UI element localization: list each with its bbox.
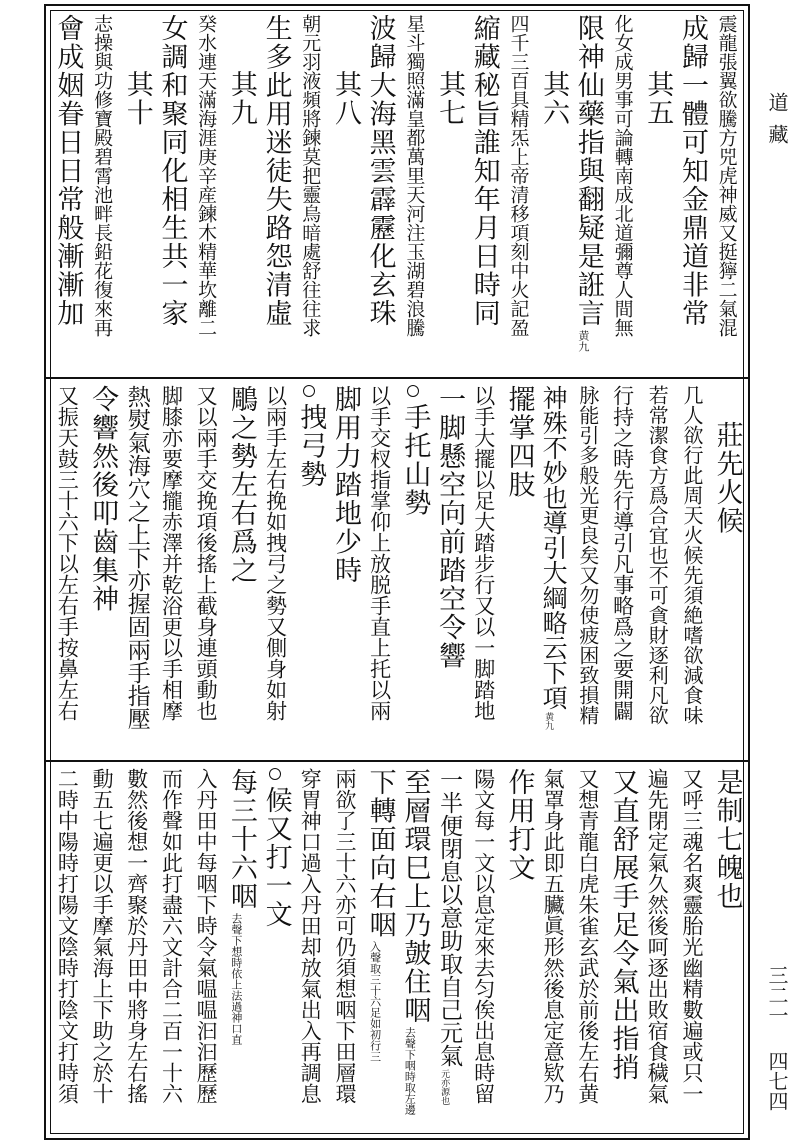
text-column xyxy=(50,10,84,375)
text-column xyxy=(710,10,744,375)
text-column xyxy=(467,10,501,375)
column-text: 每三十六咽 xyxy=(225,768,257,911)
column-text: 拽弓勢 xyxy=(295,403,327,489)
interlinear-note: 元亦源也 xyxy=(439,1069,450,1105)
text-band-top xyxy=(50,10,744,375)
text-column xyxy=(328,381,362,758)
text-column xyxy=(328,10,362,375)
text-column xyxy=(571,764,605,1134)
column-text: 癸水連天滿海涯庚辛産鍊木精華坎離二 xyxy=(195,14,218,337)
text-column xyxy=(224,381,258,758)
section-mark-circle xyxy=(407,385,419,397)
text-column xyxy=(501,764,535,1134)
column-text: 脉能引多般光更良矣又勿使疲困致損精 xyxy=(575,385,600,725)
text-column xyxy=(606,381,640,758)
text-column xyxy=(571,381,605,758)
column-text: 以手交杈指掌仰上放脱手直上托以兩 xyxy=(367,385,392,721)
column-text: 志操與功修寶殿碧霄池畔長鉛花復來再 xyxy=(91,14,114,337)
folio-number: 三二一 xyxy=(765,965,789,1025)
text-column xyxy=(293,381,327,758)
text-column xyxy=(397,10,431,375)
column-text: 而作聲如此打盡六文計合二百一十六 xyxy=(159,768,184,1104)
column-text: 朝元羽液頻將鍊莫把靈烏暗處舒往往求 xyxy=(299,14,322,337)
text-column xyxy=(154,764,188,1134)
text-column xyxy=(675,381,709,758)
text-column xyxy=(571,10,605,375)
column-text: 令響然後叩齒集神 xyxy=(87,385,119,613)
section-mark-circle xyxy=(303,385,315,397)
text-column xyxy=(120,10,154,375)
text-column xyxy=(328,764,362,1134)
interlinear-note: 去聲下想時依上法過神口直 xyxy=(229,912,243,1045)
interlinear-note: 入聲取三十六足如初行三 xyxy=(368,941,382,1062)
text-column xyxy=(640,764,674,1134)
text-column xyxy=(606,764,640,1134)
column-text: 一半便閉息以意助取自己元氣 xyxy=(436,768,463,1067)
text-column xyxy=(467,764,501,1134)
column-text: 兩欲了三十六亦可仍須想咽下田層環 xyxy=(332,768,357,1104)
column-text: 至層環巳上乃皷住咽 xyxy=(399,768,431,1025)
column-text: 手托山勢 xyxy=(399,403,431,517)
interlinear-note: 黄九 xyxy=(576,329,590,352)
text-column xyxy=(363,764,397,1134)
source-label: 道藏 xyxy=(765,92,789,156)
text-column xyxy=(536,764,570,1134)
text-column xyxy=(606,10,640,375)
column-text: 脚用力踏地少時 xyxy=(329,385,361,585)
column-text: 化女成男事可論轉南成北道彌尊人間無 xyxy=(611,14,634,337)
column-text: 女調和聚同化相生共一家 xyxy=(156,14,188,328)
column-text: 其九 xyxy=(225,70,257,127)
column-text: 其六 xyxy=(538,70,570,127)
column-text: 穿胃神口過入丹田却放氣出入再調息 xyxy=(298,768,323,1104)
column-text: 是制七魄也 xyxy=(711,768,743,911)
column-text: 四千三百具精炁上帝清移項刻中火記盈 xyxy=(507,14,530,337)
column-text: 一脚懸空向前踏空令響 xyxy=(434,385,466,670)
column-text: 几人欲行此周天火候先須絶嗜欲減食味 xyxy=(679,385,704,725)
text-column xyxy=(259,381,293,758)
interlinear-note: 黄九 xyxy=(543,712,554,730)
column-text: 會成姻眷日日常般漸漸加 xyxy=(52,14,84,328)
text-column xyxy=(640,10,674,375)
text-column xyxy=(224,764,258,1134)
column-text: 又直舒展手足令氣出指捎 xyxy=(607,768,639,1082)
text-column xyxy=(189,764,223,1134)
text-column xyxy=(536,381,570,758)
page-number: 四七四 xyxy=(765,1051,789,1111)
section-divider xyxy=(46,377,748,379)
column-text: 震龍張翼欲騰方兕虎神威又挺獰二氣混 xyxy=(715,14,738,337)
column-text: 候又打一文 xyxy=(260,786,292,929)
text-band-bottom xyxy=(50,764,744,1134)
column-text: 數然後想一齊聚於丹田中將身左右搖 xyxy=(124,768,149,1104)
text-column xyxy=(432,10,466,375)
text-column xyxy=(293,10,327,375)
text-column xyxy=(363,381,397,758)
column-text: 莊先火候 xyxy=(711,421,743,535)
column-text: 作用打文 xyxy=(503,768,535,882)
text-column xyxy=(85,381,119,758)
text-column xyxy=(120,381,154,758)
column-text: 脚膝亦要摩攏赤澤并乾浴更以手相摩 xyxy=(159,385,184,721)
text-column xyxy=(675,764,709,1134)
text-column xyxy=(397,764,431,1134)
text-column xyxy=(189,10,223,375)
column-text: 神殊不妙也導引大綱略云下項 xyxy=(539,385,569,710)
text-column xyxy=(432,381,466,758)
section-mark-circle xyxy=(269,768,281,780)
text-column xyxy=(675,10,709,375)
column-text: 波歸大海黑雲霹靂化玄珠 xyxy=(364,14,396,328)
column-text: 行持之時先行導引凡事略爲之要開闢 xyxy=(610,385,635,721)
text-column xyxy=(259,764,293,1134)
text-column xyxy=(50,381,84,758)
column-text: 又呼三魂名爽靈胎光幽精數遍或只一 xyxy=(679,768,704,1104)
text-column xyxy=(640,381,674,758)
column-text: 成歸一體可知金鼎道非常 xyxy=(676,14,708,328)
text-column xyxy=(259,10,293,375)
text-column xyxy=(710,381,744,758)
column-text: 二時中陽時打陽文陰時打陰文打時須 xyxy=(55,768,80,1104)
interlinear-note: 去聲下咽時取左邊 xyxy=(403,1026,417,1115)
column-text: 下轉面向右咽 xyxy=(364,768,396,939)
text-column xyxy=(224,10,258,375)
column-text: 又振天鼓三十六下以左右手按鼻左右 xyxy=(55,385,80,721)
text-band-middle xyxy=(50,381,744,758)
text-column xyxy=(432,764,466,1134)
text-column xyxy=(154,10,188,375)
column-text: 縮藏秘旨誰知年月日時同 xyxy=(468,14,500,328)
column-text: 遍先閉定氣久然後呵逐出敗宿食穢氣 xyxy=(645,768,670,1104)
text-column xyxy=(536,10,570,375)
column-text: 擺掌四肢 xyxy=(503,385,535,499)
column-text: 其七 xyxy=(434,70,466,127)
text-column xyxy=(189,381,223,758)
text-column xyxy=(85,10,119,375)
text-column xyxy=(120,764,154,1134)
text-column xyxy=(293,764,327,1134)
section-divider xyxy=(46,760,748,762)
column-text: 鵰之勢左右爲之 xyxy=(225,385,257,585)
column-text: 熱熨氣海穴之上下亦握固兩手指壓 xyxy=(123,385,150,730)
text-column xyxy=(85,764,119,1134)
column-text: 其八 xyxy=(329,70,361,127)
column-text: 若常潔食方爲合宜也不可貪財逐利凡欲 xyxy=(645,385,670,725)
text-column xyxy=(501,10,535,375)
column-text: 其五 xyxy=(642,70,674,127)
column-text: 又以兩手交挽項後搖上截身連頭動也 xyxy=(194,385,219,721)
text-column xyxy=(710,764,744,1134)
column-text: 其十 xyxy=(121,70,153,127)
text-column xyxy=(50,764,84,1134)
column-text: 以兩手左右挽如拽弓之勢又側身如射 xyxy=(263,385,288,721)
column-text: 陽文每一文以息定來去匀俟出息時留 xyxy=(471,768,496,1104)
column-text: 以手大擺以足大踏步行又以一脚踏地 xyxy=(471,385,496,721)
column-text: 氣罩身此即五臟眞形然後息定意欵乃 xyxy=(541,768,566,1104)
text-column xyxy=(154,381,188,758)
column-text: 限神仙藥指與翻疑是誑言 xyxy=(572,14,604,328)
text-column xyxy=(363,10,397,375)
text-column xyxy=(467,381,501,758)
text-column xyxy=(501,381,535,758)
column-text: 動五七遍更以手摩氣海上下助之於十 xyxy=(90,768,115,1104)
column-text: 生多此用迷徒失路怨清虛 xyxy=(260,14,292,328)
column-text: 又想青龍白虎朱雀玄武於前後左右黄 xyxy=(575,768,600,1104)
text-column xyxy=(397,381,431,758)
column-text: 入丹田中每咽下時令氣嗢嗢汩汩歷歷 xyxy=(194,768,219,1104)
column-text: 星斗獨照滿皇都萬里天河注玉湖碧浪騰 xyxy=(403,14,426,337)
